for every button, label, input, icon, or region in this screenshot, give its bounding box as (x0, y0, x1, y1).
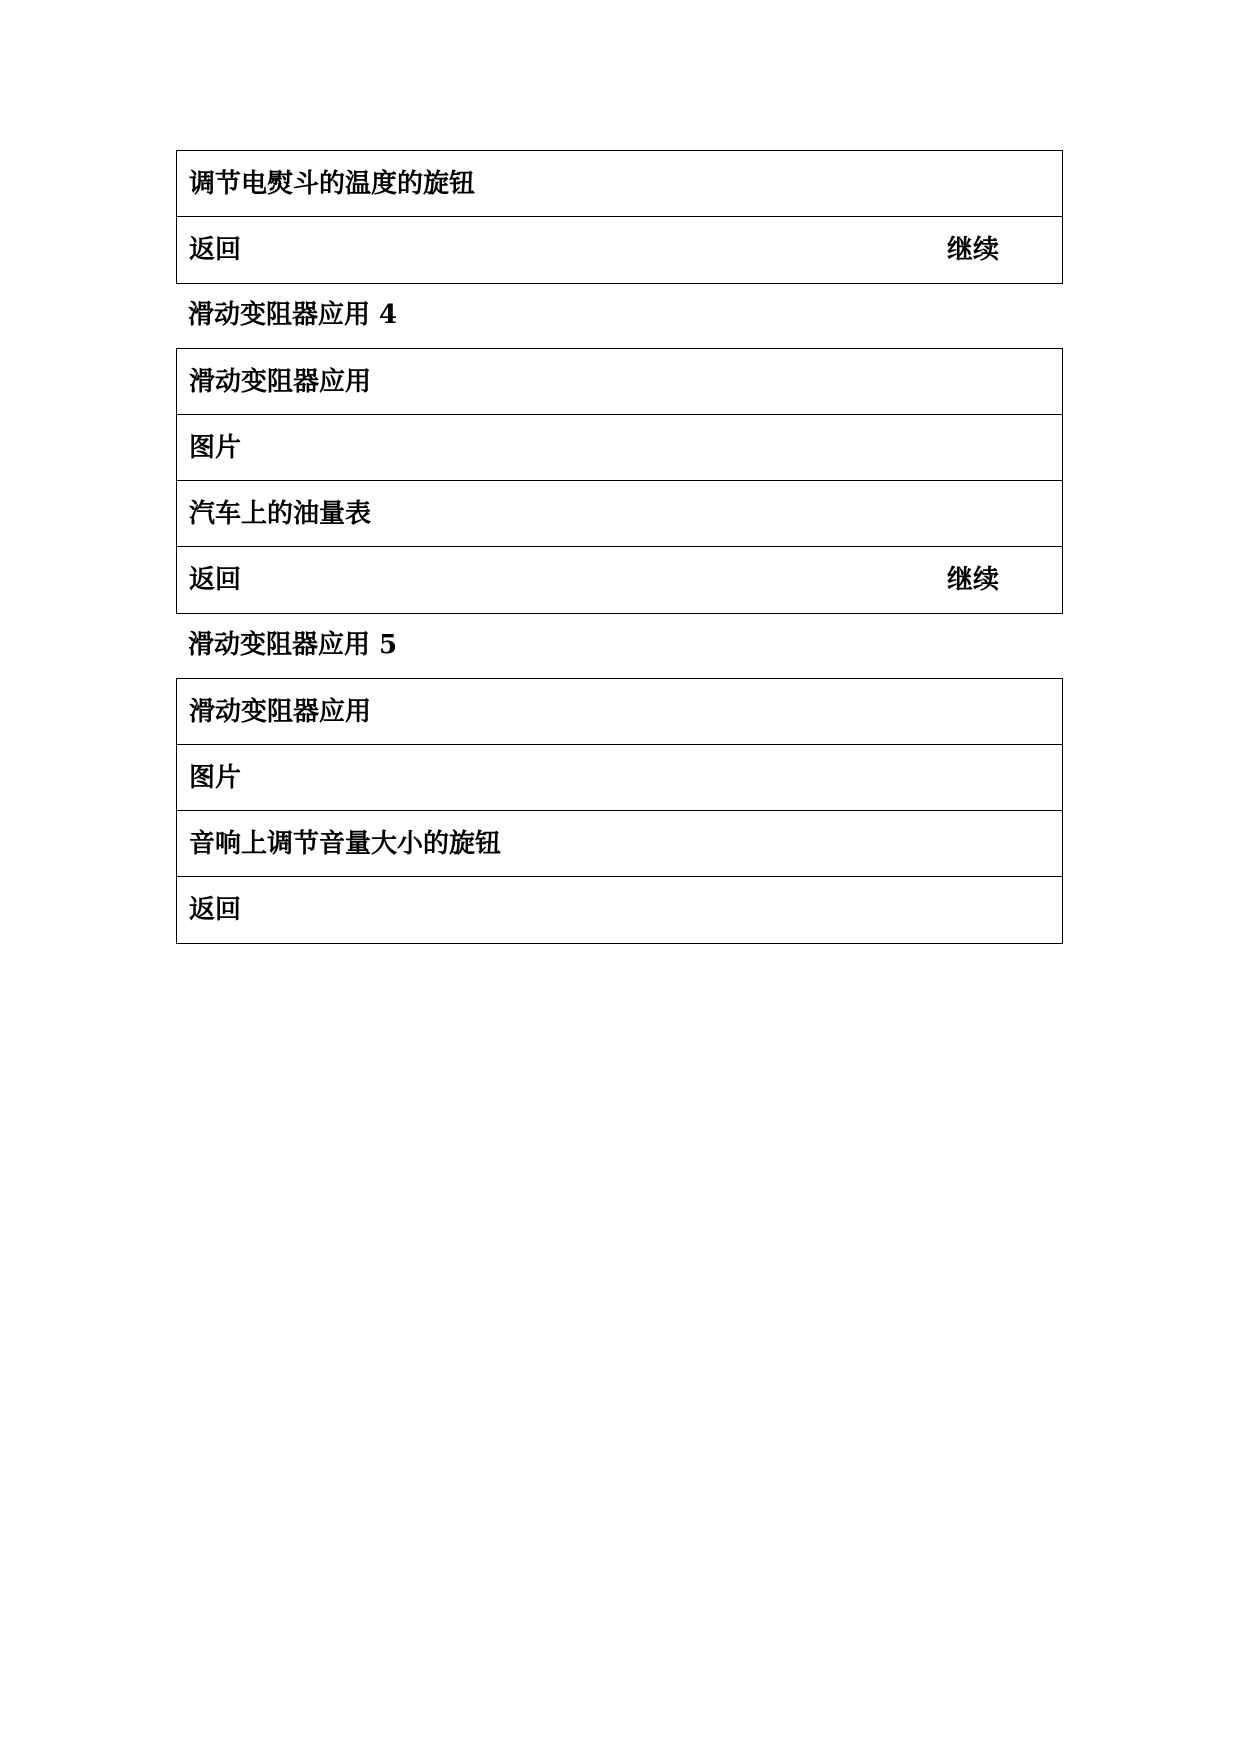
application-5-table (176, 678, 1063, 944)
application-3-back-link[interactable]: 返回 (189, 235, 242, 265)
application-4-title-row (177, 349, 1062, 415)
application-3-nav-row (177, 217, 1062, 283)
application-5-image-row (177, 745, 1062, 811)
application-3-continue-link[interactable]: 继续 (947, 235, 1000, 265)
application-4-heading: 滑动变阻器应用 4 (188, 300, 398, 330)
application-5-heading: 滑动变阻器应用 5 (188, 630, 398, 660)
application-5-description-row (177, 811, 1062, 877)
application-4-description: 汽车上的油量表 (189, 499, 372, 529)
application-5-description: 音响上调节音量大小的旋钮 (189, 829, 502, 859)
application-5-back-link[interactable]: 返回 (189, 895, 242, 925)
application-3-description-row (177, 151, 1062, 217)
application-4-continue-link[interactable]: 继续 (947, 565, 1000, 595)
application-4-description-row (177, 481, 1062, 547)
application-5-image-label: 图片 (189, 763, 242, 793)
application-5-title-row (177, 679, 1062, 745)
application-3-description: 调节电熨斗的温度的旋钮 (189, 169, 476, 199)
application-4-image-row (177, 415, 1062, 481)
application-5-nav-row (177, 877, 1062, 943)
application-5-title: 滑动变阻器应用 (189, 697, 372, 727)
application-4-image-label: 图片 (189, 433, 242, 463)
application-3-table (176, 150, 1063, 284)
application-4-nav-row (177, 547, 1062, 613)
application-4-table (176, 348, 1063, 614)
application-4-title: 滑动变阻器应用 (189, 367, 372, 397)
application-4-back-link[interactable]: 返回 (189, 565, 242, 595)
